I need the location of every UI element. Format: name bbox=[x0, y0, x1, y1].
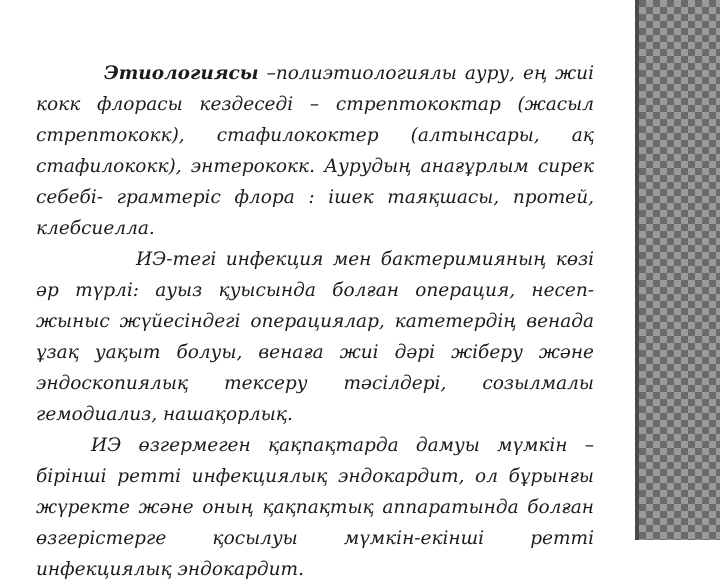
slide-text-body bbox=[36, 58, 594, 585]
term-etiology: Этиологиясы bbox=[104, 63, 259, 84]
paragraph-etiology-text: –полиэтиологиялы ауру, ең жиі кокк флорасы кездеседі – стрептококтар (жасыл стрептококк), стафилококтер (алтынсары, ақ стафилококк), энтерококк. Аурудың анағұрлым сирек себебі- грамтеріс флора : ішек таяқшасы, протей, клебсиелла. bbox=[36, 63, 594, 239]
paragraph-etiology bbox=[36, 58, 594, 244]
paragraph-valve-development: ИЭ өзгермеген қақпақтарда дамуы мүмкін – бірінші ретті инфекциялық эндокардит, ол бұрынғы жүректе және оның қақпақтық аппаратында болған өзгерістерге қосылуы мүмкін-екінші ретті инфекциялық эндокардит. bbox=[36, 435, 594, 580]
decorative-pattern-strip bbox=[639, 0, 720, 540]
paragraph-infection-sources: ИЭ-тегі инфекция мен бактеримияның көзі әр түрлі: ауыз қуысында болған операция, несеп-жыныс жүйесіндегі операциялар, катетердің венада ұзақ уақыт болуы, венаға жиі дәрі жіберу және эндоскопиялық тексеру тәсілдері, созылмалы гемодиализ, нашақорлық. bbox=[36, 249, 594, 425]
